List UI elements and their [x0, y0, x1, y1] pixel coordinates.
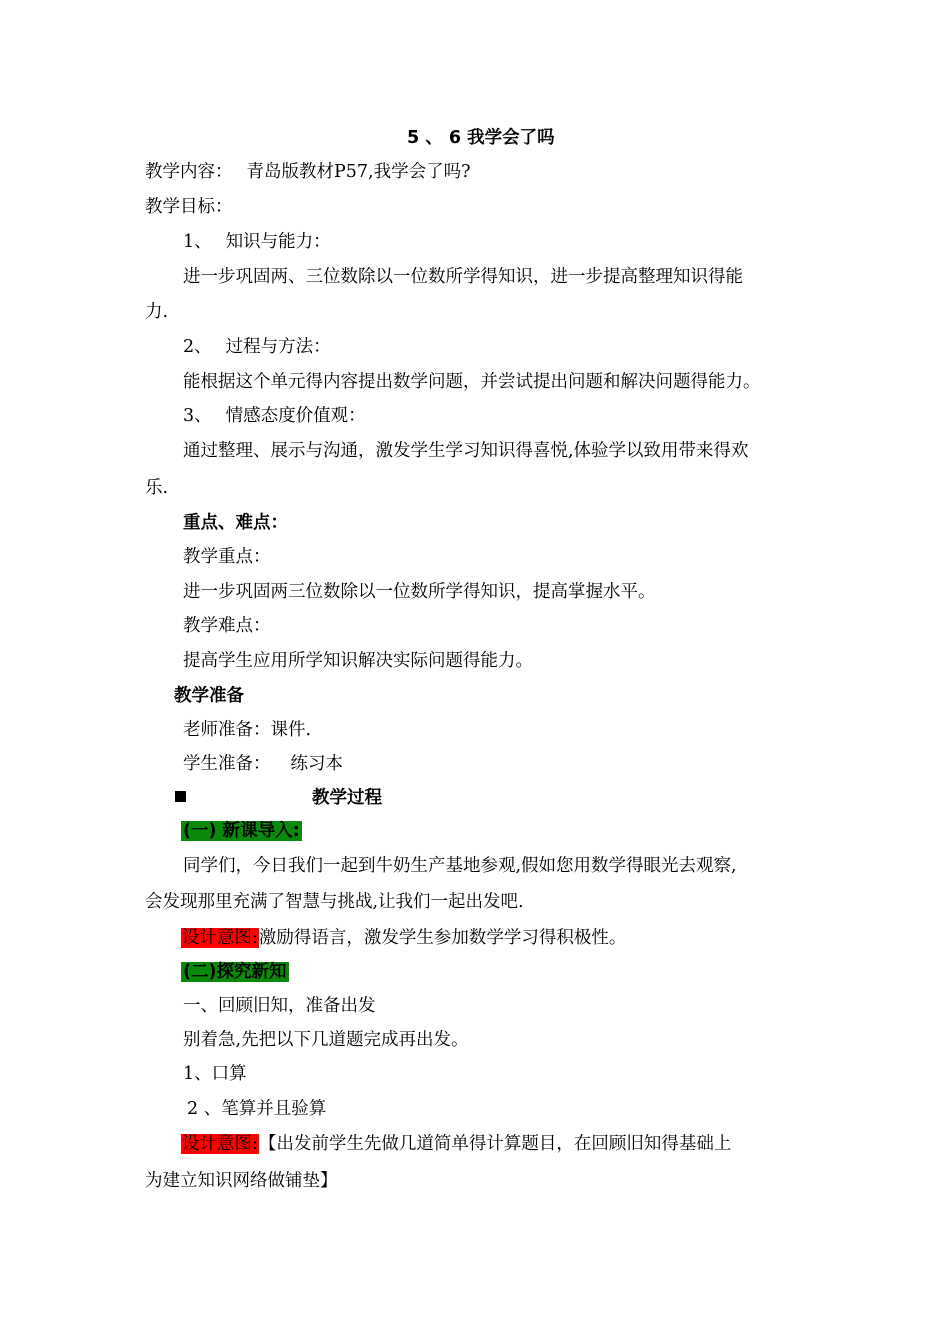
goal1-heading: [183, 231, 331, 253]
goal1-num: 1、: [183, 232, 212, 252]
section1-design: [181, 927, 626, 949]
process-heading: 教学过程: [312, 788, 382, 808]
difficulty-label: 教学难点：: [183, 616, 271, 636]
section1-text: 同学们，今日我们一起到牛奶生产基地参观,假如您用数学得眼光去观察,: [183, 856, 737, 876]
content-label: 教学内容：: [145, 162, 233, 182]
section2-design: [181, 1133, 731, 1155]
bullet-square-icon: [175, 791, 186, 802]
item-written-math: 2 、笔算并且验算: [187, 1099, 327, 1119]
goal1-text: 进一步巩固两、三位数除以一位数所学得知识，进一步提高整理知识得能: [183, 267, 743, 287]
goal1-label: 知识与能力：: [225, 232, 331, 252]
process-line: [175, 787, 382, 809]
page-title: 5 、 6 我学会了吗: [407, 128, 555, 148]
student-prep-label: 学生准备：: [183, 754, 271, 774]
section2-heading-highlight: (二)探究新知: [183, 962, 287, 982]
focus-text: 进一步巩固两三位数除以一位数所学得知识，提高掌握水平。: [183, 582, 656, 602]
difficulty-text: 提高学生应用所学知识解决实际问题得能力。: [183, 651, 533, 671]
section2-heading: [181, 961, 289, 983]
student-prep: [183, 753, 343, 775]
goals-label: 教学目标：: [145, 197, 233, 217]
teacher-prep: 老师准备：课件.: [183, 720, 312, 740]
goal3-text: 通过整理、展示与沟通，激发学生学习知识得喜悦,体验学以致用带来得欢: [183, 441, 749, 461]
goal3-label: 情感态度价值观：: [225, 406, 366, 426]
goal3-heading: [183, 405, 366, 427]
goal3-text-cont: 乐.: [145, 478, 169, 498]
content-line: [145, 161, 471, 183]
design-intent-label-2: 设计意图:: [182, 1134, 258, 1154]
goal1-text-cont: 力.: [145, 302, 169, 322]
goal2-num: 2、: [183, 337, 212, 357]
prep-heading: 教学准备: [174, 686, 244, 706]
student-prep-value: 练习本: [290, 754, 343, 774]
section1-heading-highlight: (一) 新课导入:: [183, 821, 300, 841]
item-mental-math: 1、口算: [183, 1064, 247, 1084]
section2-design-cont: 为建立知识网络做铺垫】: [145, 1171, 338, 1191]
goal2-label: 过程与方法：: [225, 337, 331, 357]
design-intent-text-2: 【出发前学生先做几道简单得计算题目，在回顾旧知得基础上: [258, 1134, 732, 1154]
content-value: 青岛版教材P57,我学会了吗?: [246, 162, 471, 182]
goal3-num: 3、: [183, 406, 212, 426]
section1-text-cont: 会发现那里充满了智慧与挑战,让我们一起出发吧.: [145, 892, 524, 912]
design-intent-label: 设计意图:: [182, 928, 258, 948]
key-points-heading: 重点、难点：: [183, 513, 288, 533]
design-intent-text: 激励得语言，激发学生参加数学学习得积极性。: [258, 928, 627, 948]
section1-heading: [181, 820, 302, 842]
goal2-text: 能根据这个单元得内容提出数学问题，并尝试提出问题和解决问题得能力。: [183, 372, 761, 392]
review-heading: 一、回顾旧知，准备出发: [183, 996, 376, 1016]
focus-label: 教学重点：: [183, 547, 271, 567]
goal2-heading: [183, 336, 331, 358]
review-text: 别着急,先把以下几道题完成再出发。: [183, 1030, 469, 1050]
